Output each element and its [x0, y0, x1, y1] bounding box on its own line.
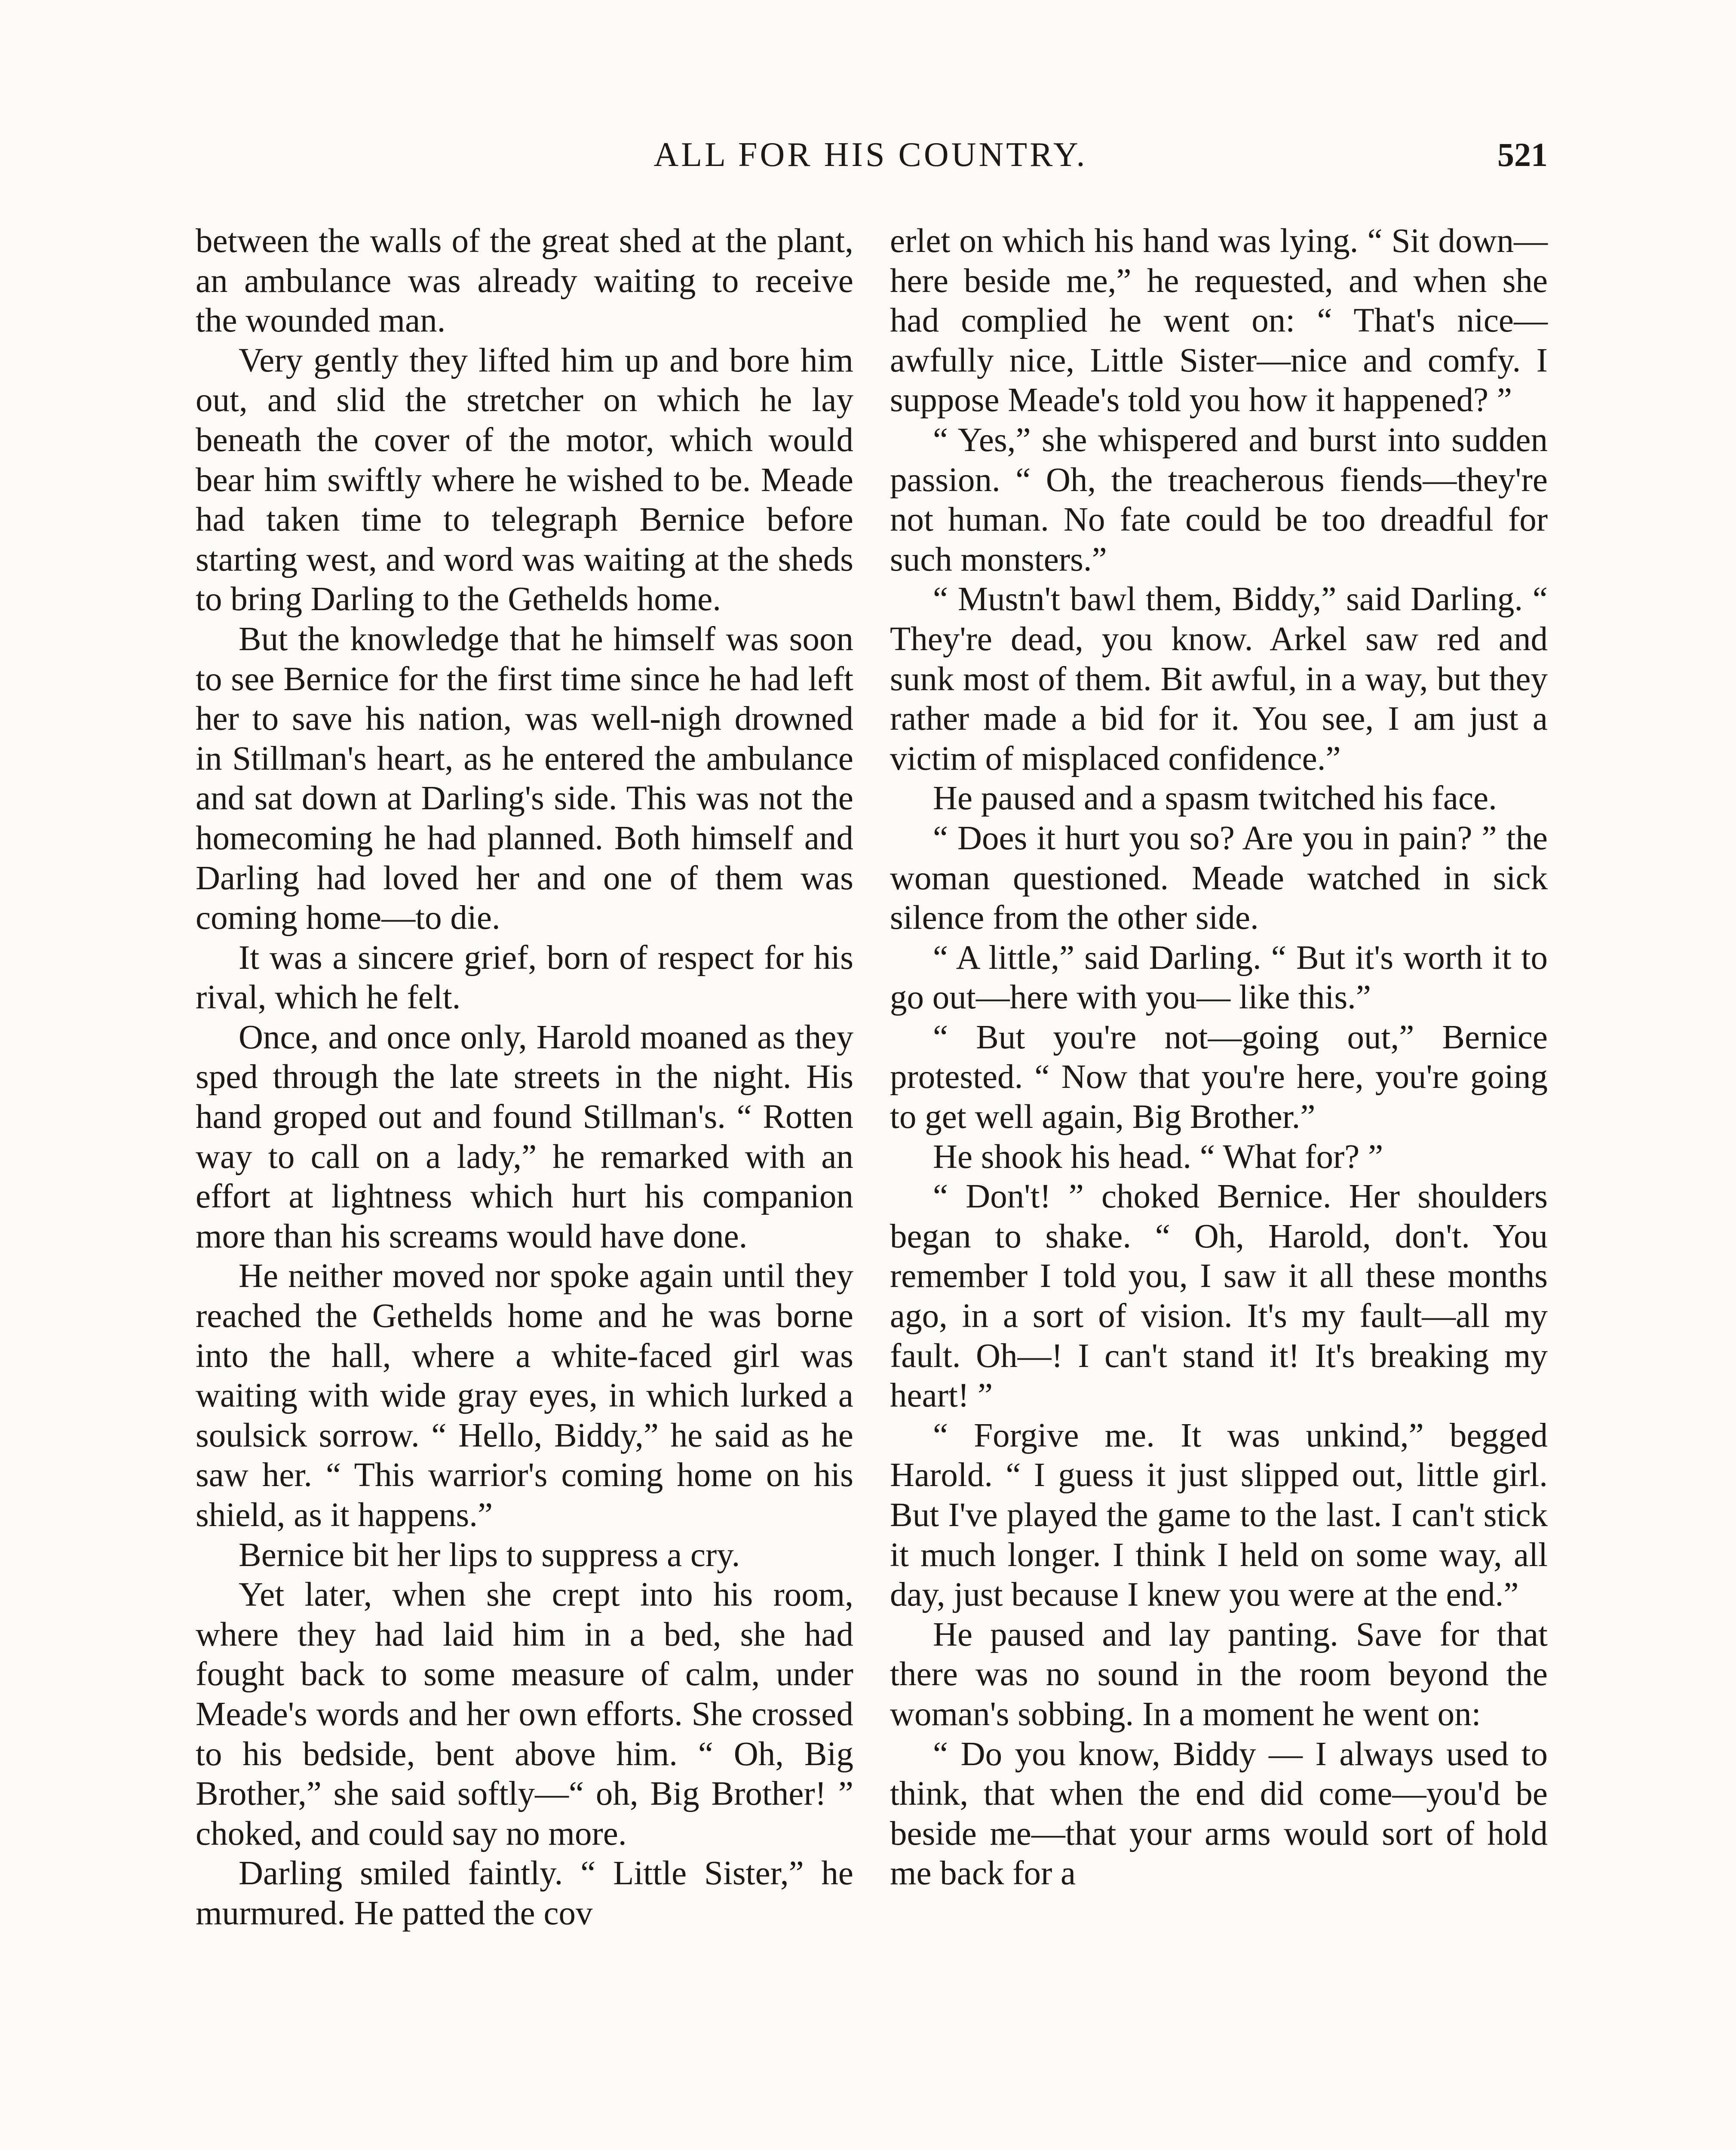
- paragraph: Darling smiled faintly. “ Little Sister,” he murmured. He patted the cov: [196, 1855, 853, 1932]
- paragraph: “ But you're not—going out,” Bernice protested. “ Now that you're here, you're going to get well again, Big Brother.”: [890, 1018, 1548, 1136]
- paragraph: “ Forgive me. It was unkind,” begged Harold. “ I guess it just slipped out, little girl. But I've played the game to the last. I can't stick it much longer. I think I held on some way, all day, just because I knew you were at the end.”: [890, 1416, 1548, 1614]
- paragraph: “ Don't! ” choked Bernice. Her shoulders began to shake. “ Oh, Harold, don't. You remember I told you, I saw it all these months ago, in a sort of vision. It's my fault—all my fault. Oh—! I can't stand it! It's breaking my heart! ”: [890, 1178, 1548, 1415]
- running-head: [193, 129, 1548, 181]
- paragraph: He paused and lay panting. Save for that there was no sound in the room beyond the woman's sobbing. In a moment he went on:: [890, 1616, 1548, 1733]
- left-text-column: [196, 221, 853, 1934]
- paragraph: Yet later, when she crept into his room, where they had laid him in a bed, she had fought back to some measure of calm, under Meade's words and her own efforts. She crossed to his bedside, bent above him. “ Oh, Big Brother,” she said softly—“ oh, Big Brother! ” choked, and could say no more.: [196, 1576, 853, 1852]
- paragraph: Bernice bit her lips to suppress a cry.: [239, 1536, 740, 1574]
- paragraph: “ Yes,” she whispered and burst into sudden passion. “ Oh, the treacherous fiends—they're not human. No fate could be too dreadful for such monsters.”: [890, 421, 1548, 578]
- paragraph: Very gently they lifted him up and bore him out, and slid the stretcher on which he lay beneath the cover of the motor, which would bear him swiftly where he wished to be. Meade had taken time to telegraph Bernice before starting west, and word was waiting at the sheds to bring Darling to the Gethelds home.: [196, 341, 853, 618]
- right-text-column: [890, 221, 1548, 1894]
- paragraph: He neither moved nor spoke again until they reached the Gethelds home and he was borne into the hall, where a white-faced girl was waiting with wide gray eyes, in which lurked a soulsick sorrow. “ Hello, Biddy,” he said as he saw her. “ This warrior's coming home on his shield, as it happens.”: [196, 1257, 853, 1534]
- paragraph: It was a sincere grief, born of respect for his rival, which he felt.: [196, 939, 853, 1017]
- paragraph: erlet on which his hand was lying. “ Sit down—here beside me,” he requested, and when she had complied he went on: “ That's nice—awfully nice, Little Sister—nice and comfy. I suppose Meade's told you how it happened? ”: [890, 222, 1548, 419]
- paragraph: between the walls of the great shed at the plant, an ambulance was already waiting to receive the wounded man.: [196, 222, 853, 340]
- paragraph: He shook his head. “ What for? ”: [933, 1138, 1383, 1176]
- paragraph: “ Does it hurt you so? Are you in pain? ” the woman questioned. Meade watched in sick silence from the other side.: [890, 819, 1548, 937]
- paragraph: Once, and once only, Harold moaned as they sped through the late streets in the night. His hand groped out and found Stillman's. “ Rotten way to call on a lady,” he remarked with an effort at lightness which hurt his companion more than his screams would have done.: [196, 1018, 853, 1255]
- paragraph: “ Mustn't bawl them, Biddy,” said Darling. “ They're dead, you know. Arkel saw red and sunk most of them. Bit awful, in a way, but they rather made a bid for it. You see, I am just a victim of misplaced confidence.”: [890, 580, 1548, 777]
- page-number: 521: [1497, 136, 1548, 173]
- paragraph: But the knowledge that he himself was soon to see Bernice for the first time since he had left her to save his nation, was well-nigh drowned in Stillman's heart, as he entered the ambulance and sat down at Darling's side. This was not the homecoming he had planned. Both himself and Darling had loved her and one of them was coming home—to die.: [196, 620, 853, 937]
- paragraph: “ A little,” said Darling. “ But it's worth it to go out—here with you— like this.”: [890, 939, 1548, 1017]
- paragraph: He paused and a spasm twitched his face.: [933, 780, 1497, 817]
- running-title: ALL FOR HIS COUNTRY.: [653, 136, 1088, 174]
- paragraph: “ Do you know, Biddy — I always used to think, that when the end did come—you'd be beside me—that your arms would sort of hold me back for a: [890, 1735, 1548, 1892]
